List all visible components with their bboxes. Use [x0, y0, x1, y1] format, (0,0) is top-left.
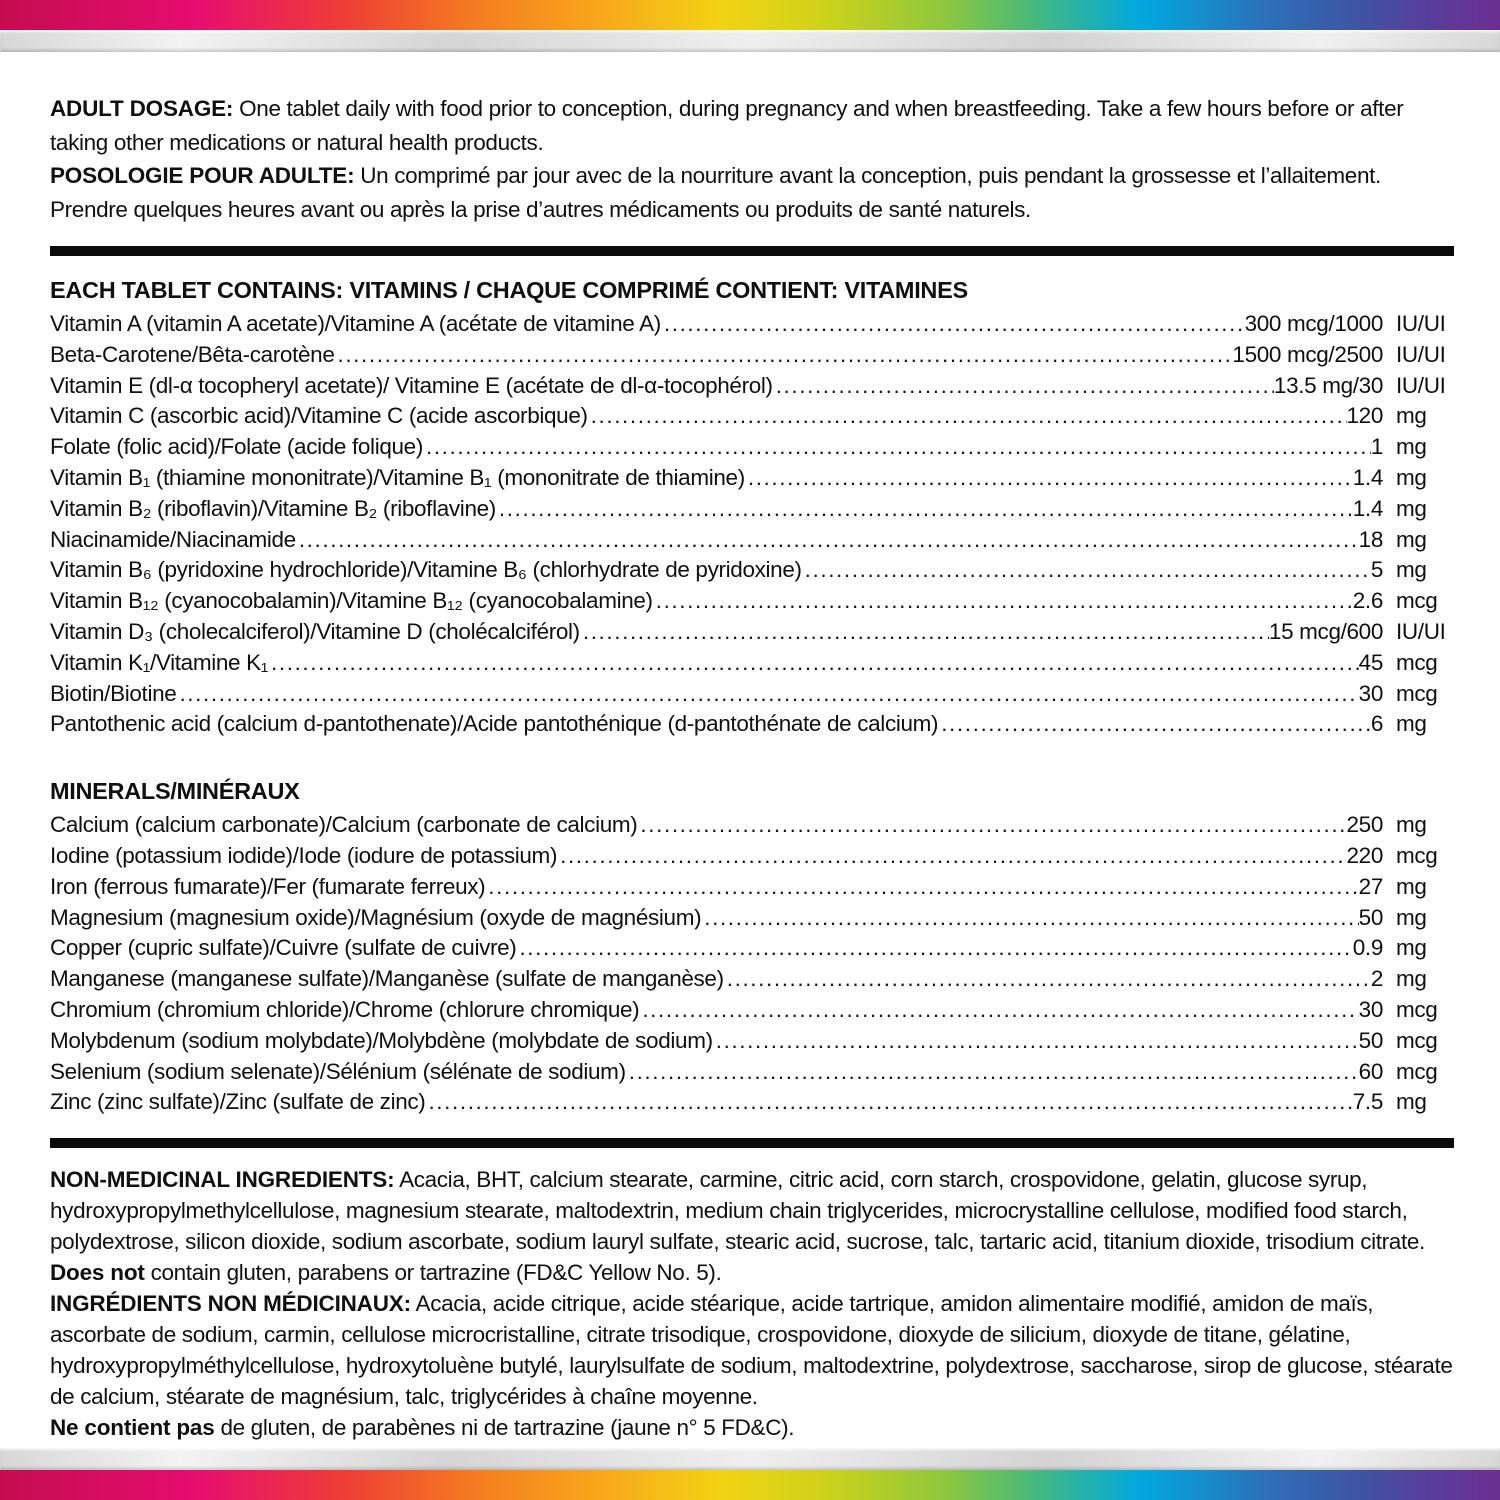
ingredient-name: Zinc (zinc sulfate)/Zinc (sulfate de zinc): [50, 1089, 426, 1115]
vitamins-section-header: EACH TABLET CONTAINS: VITAMINS / CHAQUE COMPRIMÉ CONTIENT: VITAMINES: [50, 277, 968, 303]
ingredient-unit: mcg: [1396, 649, 1438, 675]
ingredient-name: Vitamin E (dl-α tocopheryl acetate)/ Vitamine E (acétate de dl-α-tocophérol): [50, 372, 773, 398]
dot-leader: [176, 679, 1358, 710]
adult-dosage-en-label: ADULT DOSAGE:: [50, 96, 234, 121]
table-row: [50, 371, 1454, 402]
rainbow-stripe-bottom: [0, 1470, 1500, 1500]
ingredient-unit: mcg: [1396, 680, 1438, 706]
table-row: [50, 933, 1454, 964]
minerals-section-header: MINERALS/MINÉRAUX: [50, 778, 300, 805]
does-not-contain-fr: [50, 1412, 1454, 1443]
ingredient-amount: 1.4: [1352, 464, 1383, 490]
ingredient-name: Vitamin K₁/Vitamine K₁: [50, 649, 269, 675]
non-medicinal-en-label: NON-MEDICINAL INGREDIENTS:: [50, 1167, 395, 1193]
dot-leader: [268, 648, 1359, 679]
ingredient-name: Vitamin B₆ (pyridoxine hydrochloride)/Vitamine B₆ (chlorhydrate de pyridoxine): [50, 557, 802, 583]
ingredient-amount: 220: [1346, 842, 1383, 868]
dot-leader: [580, 617, 1269, 648]
table-row: [50, 463, 1454, 494]
ingredient-unit: mg: [1396, 935, 1427, 961]
ingredient-amount: 50: [1358, 1027, 1383, 1053]
dot-leader: [713, 1026, 1359, 1057]
ingredient-name: Vitamin C (ascorbic acid)/Vitamine C (acide ascorbique): [50, 403, 588, 429]
adult-dosage-fr-text: Un comprimé par jour avec de la nourriture avant la conception, puis pendant la grossesse et l’allaitement. Prendre quelques heures avant ou après la prise d’autres médicaments ou produits de santé naturels.: [50, 163, 1381, 222]
ingredient-unit: IU/UI: [1396, 341, 1446, 367]
dot-leader: [802, 555, 1371, 586]
ingredient-unit: mg: [1396, 403, 1427, 429]
ingredient-amount: 0.9: [1352, 935, 1383, 961]
table-row: [50, 617, 1454, 648]
non-medicinal-fr-label: INGRÉDIENTS NON MÉDICINAUX:: [50, 1291, 411, 1317]
ingredient-unit: mcg: [1396, 1027, 1438, 1053]
ingredient-name: Selenium (sodium selenate)/Sélénium (sélénate de sodium): [50, 1058, 626, 1084]
ingredient-unit: mg: [1396, 526, 1427, 552]
table-row: [50, 709, 1454, 740]
table-row: [50, 1026, 1454, 1057]
dot-leader: [653, 586, 1353, 617]
table-row: [50, 841, 1454, 872]
table-row: [50, 995, 1454, 1026]
adult-dosage-fr-label: POSOLOGIE POUR ADULTE:: [50, 163, 355, 188]
dot-leader: [423, 432, 1371, 463]
ingredient-name: Calcium (calcium carbonate)/Calcium (carbonate de calcium): [50, 812, 638, 838]
bottom-bands: [0, 1448, 1500, 1500]
ingredient-name: Folate (folic acid)/Folate (acide folique): [50, 434, 423, 460]
ingredient-name: Beta-Carotene/Bêta-carotène: [50, 341, 335, 367]
table-row: [50, 401, 1454, 432]
vitamins-table: [50, 309, 1454, 740]
dot-leader: [485, 872, 1358, 903]
dot-leader: [496, 494, 1353, 525]
ingredient-name: Vitamin D₃ (cholecalciferol)/Vitamine D (cholécalciférol): [50, 618, 580, 644]
ingredient-amount: 2.6: [1352, 588, 1383, 614]
dot-leader: [745, 463, 1353, 494]
silver-stripe-top: [0, 30, 1500, 52]
table-row: [50, 340, 1454, 371]
non-medicinal-section: [50, 1164, 1454, 1443]
table-row: [50, 648, 1454, 679]
ingredient-name: Vitamin B₁₂ (cyanocobalamin)/Vitamine B₁₂ (cyanocobalamine): [50, 588, 653, 614]
dot-leader: [425, 1087, 1352, 1118]
ingredient-amount: 13.5 mg/30: [1273, 372, 1383, 398]
ingredient-name: Vitamin A (vitamin A acetate)/Vitamine A (acétate de vitamine A): [50, 311, 661, 336]
ingredient-amount: 18: [1358, 526, 1383, 552]
dot-leader: [516, 933, 1352, 964]
table-row: [50, 903, 1454, 934]
silver-stripe-bottom: [0, 1448, 1500, 1470]
adult-dosage-en: [50, 92, 1454, 159]
dot-leader: [701, 903, 1358, 934]
ingredient-name: Biotin/Biotine: [50, 680, 177, 706]
ingredient-amount: 15 mcg/600: [1268, 618, 1383, 644]
ingredient-name: Manganese (manganese sulfate)/Manganèse (sulfate de manganèse): [50, 966, 724, 992]
adult-dosage-fr: [50, 159, 1454, 226]
ingredient-amount: 1.4: [1352, 495, 1383, 521]
ingredient-unit: IU/UI: [1396, 311, 1446, 336]
minerals-table: [50, 810, 1454, 1118]
ingredient-name: Iron (ferrous fumarate)/Fer (fumarate ferreux): [50, 873, 486, 899]
ingredient-amount: 27: [1358, 873, 1383, 899]
does-not-contain-en: [50, 1257, 1454, 1288]
non-medicinal-fr-text: Acacia, acide citrique, acide stéarique, acide tartrique, amidon alimentaire modifié, amidon de maïs, ascorbate de sodium, carmin, cellulose microcristalline, citrate trisodique, crospovidone, dioxyde de silicium, dioxyde de titane, gélatine, hydroxypropylméthylcellulose, hydroxytoluène butylé, laurylsulfate de sodium, maltodextrine, polydextrose, saccharose, sirop de glucose, stéarate de calcium, stéarate de magnésium, talc, triglycérides à chaîne moyenne.: [50, 1291, 1453, 1410]
ingredient-unit: mg: [1396, 812, 1427, 838]
table-row: [50, 525, 1454, 556]
does-not-contain-en-label: Does not: [50, 1260, 145, 1286]
table-row: [50, 872, 1454, 903]
ingredient-amount: 2: [1370, 966, 1383, 992]
adult-dosage-en-text: One tablet daily with food prior to conception, during pregnancy and when breastfeeding. Take a few hours before or after taking other medications or natural health products.: [50, 96, 1404, 155]
table-row: [50, 810, 1454, 841]
divider-top: [50, 246, 1454, 256]
table-row: [50, 586, 1454, 617]
ingredient-amount: 50: [1358, 904, 1383, 930]
rainbow-stripe-top: [0, 0, 1500, 30]
dot-leader: [588, 401, 1347, 432]
ingredient-amount: 1500 mcg/2500: [1232, 341, 1383, 367]
ingredient-name: Vitamin B₂ (riboflavin)/Vitamine B₂ (riboflavine): [50, 495, 496, 521]
ingredient-amount: 300 mcg/1000: [1244, 311, 1383, 336]
non-medicinal-fr: [50, 1288, 1454, 1412]
ingredient-amount: 1: [1370, 434, 1383, 460]
table-row: [50, 964, 1454, 995]
dot-leader: [637, 810, 1346, 841]
table-row: [50, 679, 1454, 710]
dot-leader: [639, 995, 1358, 1026]
ingredient-unit: mg: [1396, 1089, 1427, 1115]
label-content: [0, 52, 1500, 1467]
ingredient-amount: 30: [1358, 996, 1383, 1022]
ingredient-name: Iodine (potassium iodide)/Iode (iodure de potassium): [50, 842, 558, 868]
ingredient-amount: 45: [1358, 649, 1383, 675]
table-row: [50, 309, 1454, 340]
ingredient-amount: 60: [1358, 1058, 1383, 1084]
non-medicinal-en-text: Acacia, BHT, calcium stearate, carmine, citric acid, corn starch, crospovidone, gelatin, glucose syrup, hydroxypropylmethylcellulose, magnesium stearate, maltodextrin, medium chain triglycerides, microcrystalline cellulose, modified food starch, polydextrose, silicon dioxide, sodium ascorbate, sodium lauryl sulfate, stearic acid, sucrose, talc, tartaric acid, titanium dioxide, trisodium citrate.: [50, 1167, 1425, 1255]
ingredient-unit: mcg: [1396, 996, 1438, 1022]
table-row: [50, 494, 1454, 525]
divider-bottom: [50, 1138, 1454, 1148]
ingredient-name: Chromium (chromium chloride)/Chrome (chlorure chromique): [50, 996, 640, 1022]
ingredient-unit: mg: [1396, 966, 1427, 992]
ingredient-unit: mg: [1396, 557, 1427, 583]
ingredient-unit: mcg: [1396, 588, 1438, 614]
ingredient-amount: 7.5: [1352, 1089, 1383, 1115]
ingredient-unit: IU/UI: [1396, 372, 1446, 398]
ingredient-unit: mg: [1396, 873, 1427, 899]
ingredient-name: Niacinamide/Niacinamide: [50, 526, 296, 552]
dot-leader: [296, 525, 1359, 556]
dot-leader: [724, 964, 1371, 995]
dot-leader: [938, 709, 1371, 740]
does-not-contain-fr-label: Ne contient pas: [50, 1415, 215, 1441]
table-row: [50, 432, 1454, 463]
ingredient-unit: mg: [1396, 904, 1427, 930]
ingredient-unit: mcg: [1396, 1058, 1438, 1084]
ingredient-unit: IU/UI: [1396, 618, 1446, 644]
ingredient-name: Vitamin B₁ (thiamine mononitrate)/Vitamine B₁ (mononitrate de thiamine): [50, 464, 745, 490]
ingredient-amount: 5: [1370, 557, 1383, 583]
dot-leader: [626, 1057, 1359, 1088]
ingredient-unit: mg: [1396, 711, 1427, 737]
ingredient-name: Pantothenic acid (calcium d-pantothenate)/Acide pantothénique (d-pantothénate de calcium): [50, 711, 939, 737]
table-row: [50, 555, 1454, 586]
ingredient-name: Magnesium (magnesium oxide)/Magnésium (oxyde de magnésium): [50, 904, 702, 930]
non-medicinal-en: [50, 1164, 1454, 1257]
ingredient-unit: mg: [1396, 464, 1427, 490]
ingredient-unit: mg: [1396, 434, 1427, 460]
table-row: [50, 1087, 1454, 1118]
dot-leader: [557, 841, 1346, 872]
ingredient-amount: 120: [1346, 403, 1383, 429]
does-not-contain-fr-text: de gluten, de parabènes ni de tartrazine (jaune n° 5 FD&C).: [220, 1415, 795, 1441]
ingredient-unit: mcg: [1396, 842, 1438, 868]
dot-leader: [661, 309, 1245, 340]
ingredient-amount: 6: [1370, 711, 1383, 737]
ingredient-name: Molybdenum (sodium molybdate)/Molybdène (molybdate de sodium): [50, 1027, 713, 1053]
dot-leader: [334, 340, 1232, 371]
ingredient-name: Copper (cupric sulfate)/Cuivre (sulfate de cuivre): [50, 935, 517, 961]
dot-leader: [773, 371, 1274, 402]
ingredient-amount: 250: [1346, 812, 1383, 838]
does-not-contain-en-text: contain gluten, parabens or tartrazine (FD&C Yellow No. 5).: [150, 1260, 722, 1286]
table-row: [50, 1057, 1454, 1088]
ingredient-unit: mg: [1396, 495, 1427, 521]
ingredient-amount: 30: [1358, 680, 1383, 706]
